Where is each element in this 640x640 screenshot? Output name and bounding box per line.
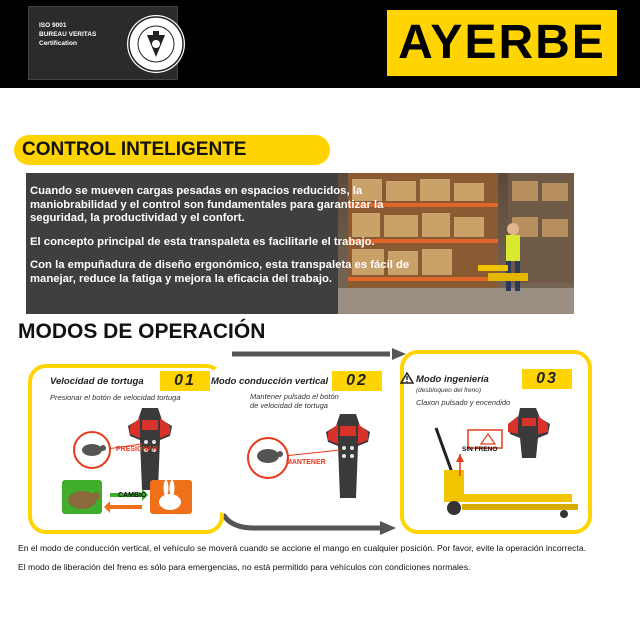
mode-description-line: de velocidad de tortuga	[250, 401, 328, 410]
cert-line-company: BUREAU VERITAS	[39, 31, 97, 38]
note-brake-release: El modo de liberación del freno es sólo para emergencias, no está permitido para vehículos con condiciones normales.	[18, 562, 471, 572]
mode-description: Presionar el botón de velocidad tortuga	[50, 393, 181, 402]
pallet-truck-illustration	[414, 404, 584, 522]
mode-number: 03	[522, 369, 572, 389]
mode-title: Modo conducción vertical	[211, 376, 329, 387]
mode-title: Modo ingeniería	[416, 374, 489, 385]
mode-number: 01	[160, 371, 210, 391]
brand-name: AYERBE	[398, 16, 606, 69]
mode-description-line: Mantener pulsado el botón	[250, 392, 339, 401]
note-vertical-mode: En el modo de conducción vertical, el vehículo se moverá cuando se accione el mango en cualquier posición. Por favor, evite la operación incorrecta.	[18, 543, 586, 553]
control-description	[30, 185, 430, 296]
certification-badge	[28, 6, 178, 80]
modes-diagram	[14, 346, 594, 542]
mode-number: 02	[332, 371, 382, 391]
no-brake-label: SIN FRENO	[462, 446, 498, 453]
mode-subtitle: (desbloqueo del freno)	[416, 387, 482, 394]
control-info-panel	[26, 173, 574, 314]
bureau-veritas-seal-icon	[125, 13, 187, 75]
mode-description	[250, 392, 339, 410]
control-paragraph: Cuando se mueven cargas pesadas en espacios reducidos, la maniobrabilidad y el control son fundamentales para garantizar la seguridad, la productividad y el confort.	[30, 185, 384, 224]
modes-title: MODOS DE OPERACIÓN	[18, 320, 266, 343]
ayerbe-logo	[383, 6, 621, 80]
handle-illustration	[244, 412, 390, 502]
press-label: PRESIONAR	[116, 446, 158, 453]
mode-title: Velocidad de tortuga	[50, 376, 144, 387]
hold-label: MANTENER	[286, 459, 326, 466]
change-label: CAMBIO	[118, 492, 147, 499]
cert-text	[39, 21, 96, 48]
control-title: CONTROL INTELIGENTE	[22, 139, 247, 160]
control-paragraph: El concepto principal de esta transpaleta es facilitarle el trabajo.	[30, 235, 375, 248]
section-heading-control	[14, 135, 330, 165]
header-bar	[0, 0, 640, 88]
control-paragraph: Con la empuñadura de diseño ergonómico, esta transpaleta es fácil de manejar, reduce la fatiga y mejora la eficacia del trabajo.	[30, 259, 410, 285]
cert-line-certification: Certification	[39, 40, 77, 47]
warning-icon	[400, 372, 414, 384]
cert-line-iso: ISO 9001	[39, 22, 67, 29]
mode-description: Claxon pulsado y encendido	[416, 398, 511, 407]
